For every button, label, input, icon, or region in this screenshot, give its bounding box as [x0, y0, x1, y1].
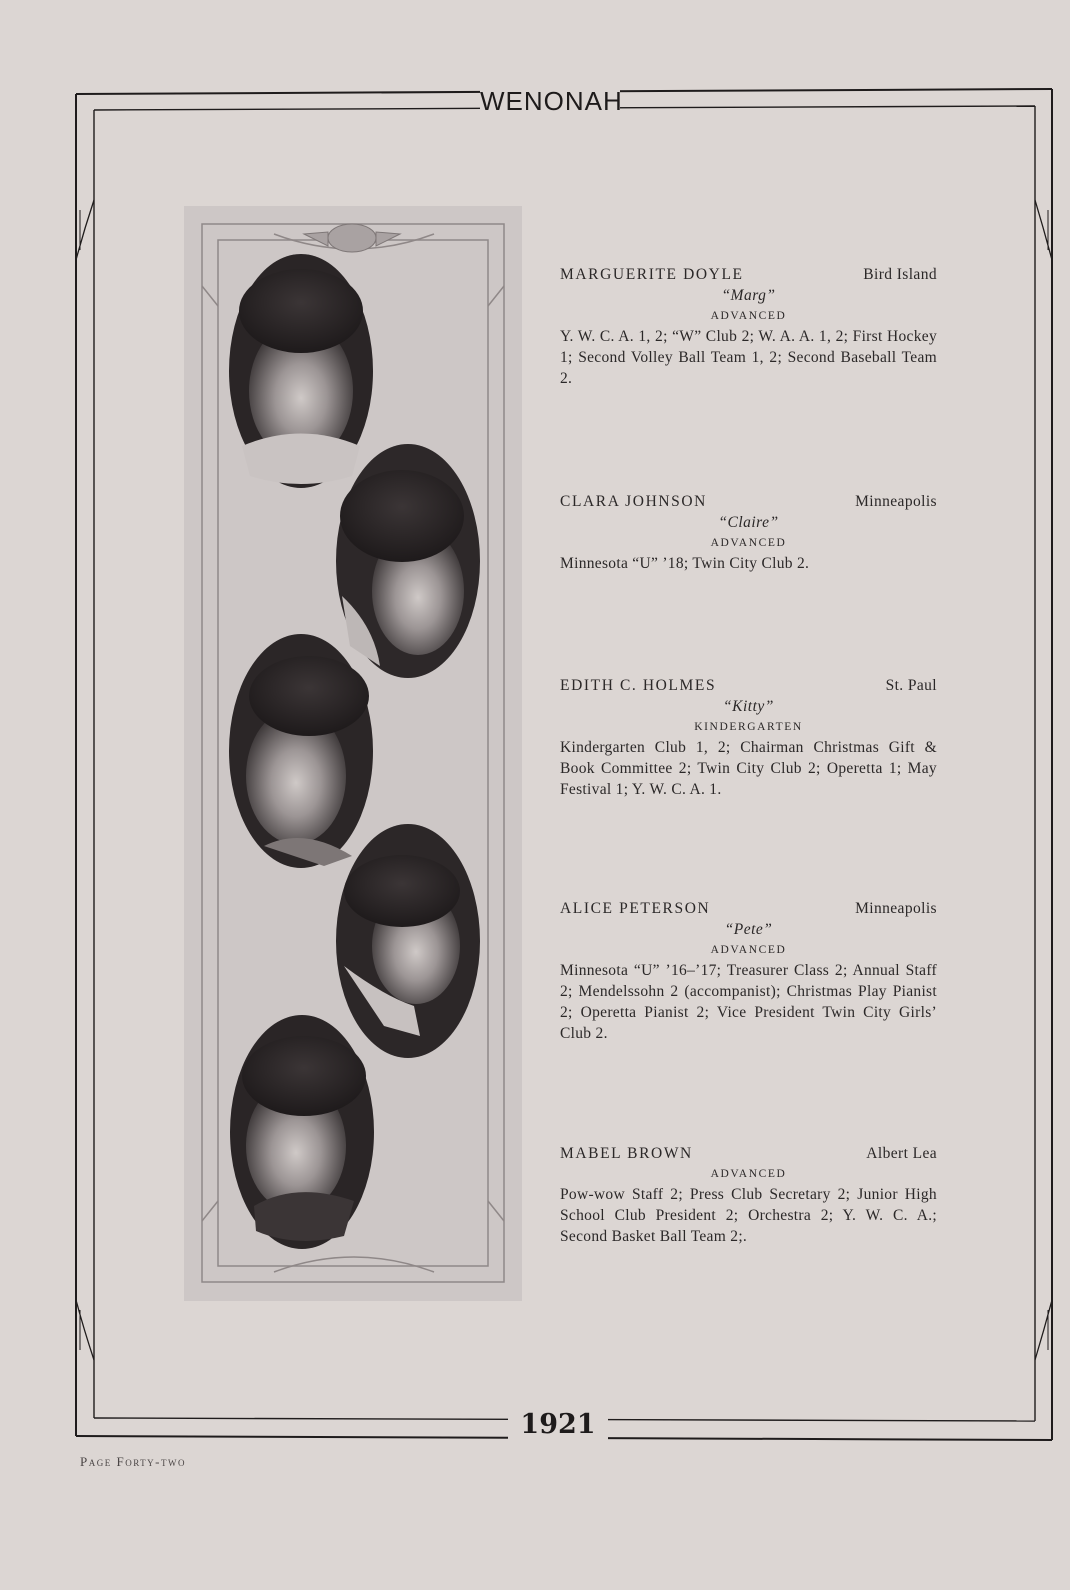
student-course: ADVANCED [710, 310, 787, 322]
student-nickname: “Claire” [718, 514, 779, 531]
student-name: CLARA JOHNSON [560, 493, 707, 510]
student-entry [560, 1143, 937, 1247]
student-entry [560, 264, 937, 389]
student-activities: Pow-wow Staff 2; Press Club Secretary 2; Junior High School Club President 2; Orchestra 2; Y. W. C. A.; Second Basket Ball Team 2;. [560, 1186, 937, 1245]
portrait-alice-peterson [336, 824, 480, 1058]
student-nickname: “Marg” [721, 287, 776, 304]
student-entry [560, 491, 937, 574]
student-name: EDITH C. HOLMES [560, 677, 717, 694]
student-activities: Kindergarten Club 1, 2; Chairman Christmas Gift & Book Committee 2; Twin City Club 2; Operetta 1; May Festival 1; Y. W. C. A. 1. [560, 739, 937, 798]
student-entry [560, 675, 937, 800]
student-nickname: “Pete” [724, 921, 773, 938]
portrait-clara-johnson [336, 444, 480, 678]
student-activities: Y. W. C. A. 1, 2; “W” Club 2; W. A. A. 1, 2; First Hockey 1; Second Volley Ball Team 1, 2; Second Baseball Team 2. [560, 328, 937, 387]
student-hometown: Albert Lea [866, 1145, 937, 1162]
student-course: KINDERGARTEN [694, 721, 803, 733]
page-number: Page Forty-two [80, 1454, 186, 1469]
student-hometown: Minneapolis [855, 493, 937, 510]
portrait-marguerite-doyle [229, 254, 373, 488]
student-course: ADVANCED [710, 1168, 787, 1180]
student-course: ADVANCED [710, 537, 787, 549]
portrait-panel [184, 206, 522, 1301]
student-course: ADVANCED [710, 944, 787, 956]
student-hometown: Bird Island [863, 266, 937, 283]
student-name: ALICE PETERSON [560, 900, 711, 917]
portrait-mabel-brown [230, 1015, 374, 1249]
footer-year: 1921 [508, 1408, 608, 1442]
student-name: MABEL BROWN [560, 1145, 693, 1162]
student-activities: Minnesota “U” ’16–’17; Treasurer Class 2; Annual Staff 2; Mendelssohn 2 (accompanist); Christmas Play Pianist 2; Operetta Pianist 2; Vice President Twin City Girls’ Club 2. [560, 962, 937, 1042]
student-hometown: Minneapolis [855, 900, 937, 917]
student-entry [560, 898, 937, 1044]
running-header: WENONAH [480, 86, 623, 116]
student-nickname: “Kitty” [723, 698, 774, 715]
portrait-edith-holmes [229, 634, 373, 868]
student-name: MARGUERITE DOYLE [560, 266, 744, 283]
student-activities: Minnesota “U” ’18; Twin City Club 2. [560, 555, 810, 572]
portrait-panel-art [184, 206, 522, 1301]
student-hometown: St. Paul [885, 677, 937, 694]
